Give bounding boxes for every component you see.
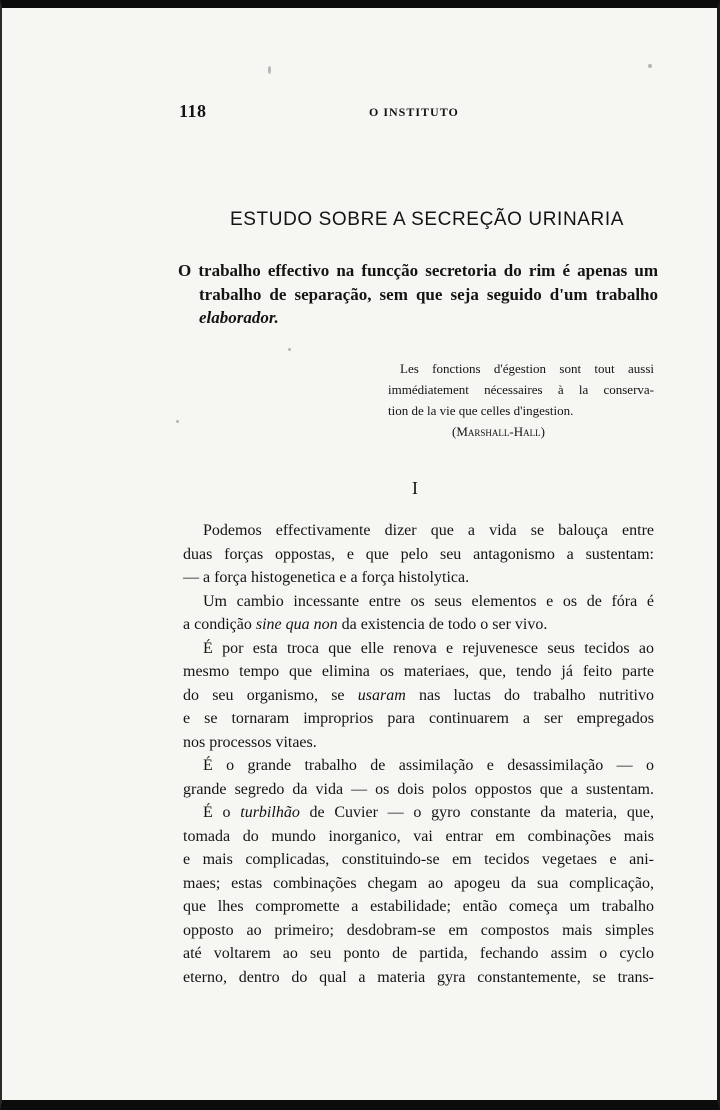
ink-speck <box>176 420 179 423</box>
article-subtitle <box>178 259 658 330</box>
body-text-run: do seu organismo, se <box>183 686 358 704</box>
body-text-run: a condição <box>183 616 256 633</box>
body-line <box>183 613 654 637</box>
running-head: O INSTITUTO <box>369 105 459 119</box>
subtitle-line: trabalho de separação, sem que seja seguido d'um trabalho <box>199 284 658 304</box>
body-line: grande segredo da vida — os dois polos oppostos que a sustentam. <box>183 780 654 798</box>
body-italic: sine qua non <box>255 616 338 633</box>
subtitle-line: O trabalho effectivo na funcção secretoria do rim é apenas um <box>178 261 658 280</box>
body-line <box>183 801 654 825</box>
epigraph-line: immédiatement nécessaires à la conserva- <box>388 382 654 397</box>
page-number: 118 <box>179 101 207 121</box>
body-text-run: de Cuvier — o gyro constante da materia, que, <box>299 804 654 821</box>
body-line: opposto ao primeiro; desdobram-se em compostos mais simples <box>183 921 654 939</box>
subtitle-line <box>178 306 658 330</box>
epigraph <box>388 358 654 442</box>
body-line: e se tornaram improprios para continuarem a ser empregados <box>183 710 654 727</box>
body-line: até voltarem ao seu ponto de partida, fechando assim o cyclo <box>183 945 654 962</box>
subtitle-italic: elaborador. <box>199 308 279 327</box>
section-number: I <box>412 478 418 498</box>
ink-speck <box>648 64 652 68</box>
body-line <box>183 684 654 708</box>
ink-speck <box>288 348 291 351</box>
body-italic: usaram <box>357 686 406 704</box>
body-text-run: É o <box>203 804 241 821</box>
body-line: duas forças oppostas, e que pelo seu antagonismo a sustentam: <box>183 545 654 563</box>
body-text <box>183 519 654 989</box>
body-line: É por esta troca que elle renova e rejuvenesce seus tecidos ao <box>203 639 654 657</box>
body-line: mesmo tempo que elimina os materiaes, que, tendo já feito parte <box>183 663 654 680</box>
body-text-run: da existencia de todo o ser vivo. <box>337 616 548 633</box>
article-title: ESTUDO SOBRE A SECREÇÃO URINARIA <box>230 209 625 230</box>
body-line: que lhes compromette a estabilidade; então começa um trabalho <box>183 898 654 915</box>
body-line: É o grande trabalho de assimilação e desassimilação — o <box>203 757 654 774</box>
body-text-run: nas luctas do trabalho nutritivo <box>405 686 654 704</box>
page-header <box>179 101 659 123</box>
body-line: eterno, dentro do qual a materia gyra constantemente, se trans- <box>183 968 654 986</box>
body-italic: turbilhão <box>240 804 300 821</box>
body-line: — a força histogenetica e a força histolytica. <box>183 569 470 586</box>
body-line: Podemos effectivamente dizer que a vida se balouça entre <box>203 522 654 539</box>
body-line: Um cambio incessante entre os seus elementos e os de fóra é <box>203 592 654 610</box>
epigraph-author: (Marshall-Hall) <box>452 424 545 439</box>
epigraph-line: Les fonctions d'égestion sont tout aussi <box>400 361 654 376</box>
body-line: nos processos vitaes. <box>183 733 317 751</box>
body-line: e mais complicadas, constituindo-se em tecidos vegetaes e ani- <box>183 851 654 868</box>
body-line: maes; estas combinações chegam ao apogeu da sua complicação, <box>183 874 654 892</box>
body-line: tomada do mundo inorganico, vai entrar em combinações mais <box>183 827 654 845</box>
ink-speck <box>268 66 271 74</box>
epigraph-line: tion de la vie que celles d'ingestion. <box>388 403 574 418</box>
